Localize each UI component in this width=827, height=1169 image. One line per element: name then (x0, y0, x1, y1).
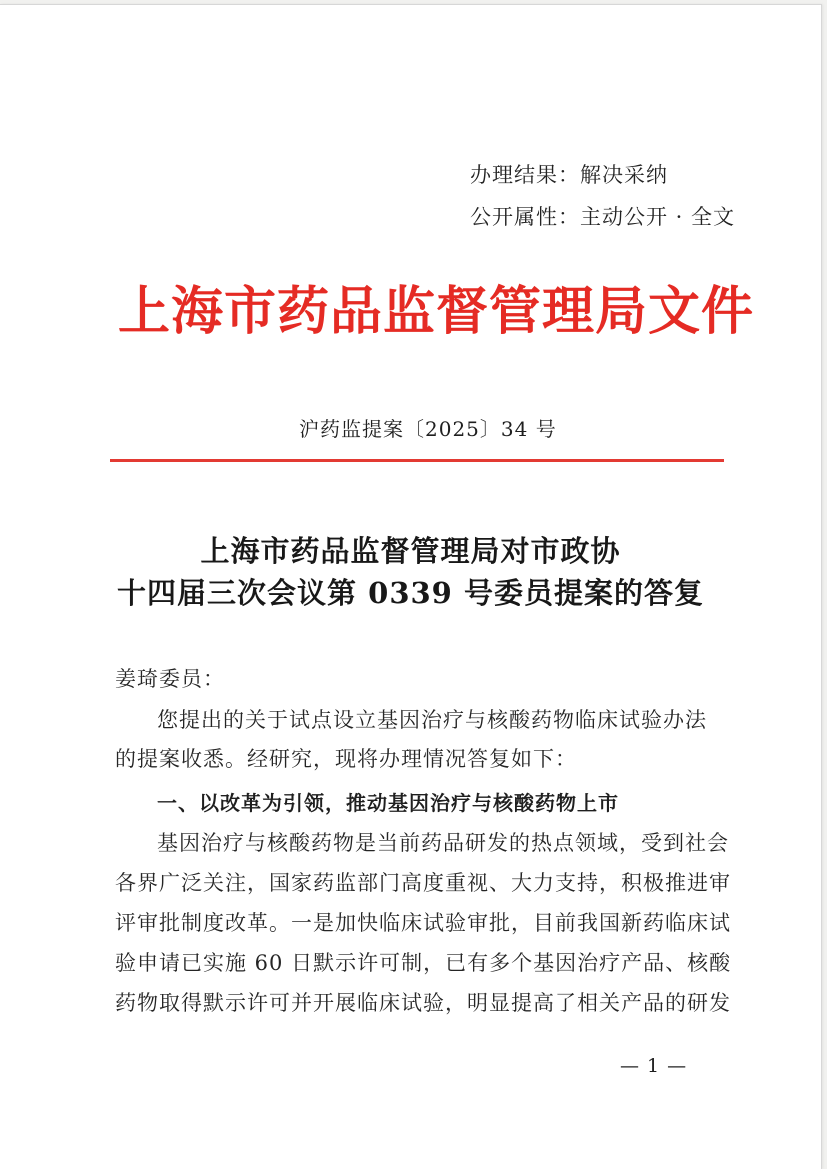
paragraph-1-line-1: 您提出的关于试点设立基因治疗与核酸药物临床试验办法 (157, 708, 707, 732)
paragraph-2-line-4: 验申请已实施 60 日默示许可制，已有多个基因治疗产品、核酸 (115, 951, 732, 975)
document-page (0, 4, 822, 1169)
reply-title-line-2: 十四届三次会议第 0339 号委员提案的答复 (117, 576, 704, 610)
reply-title-line-1: 上海市药品监督管理局对市政协 (200, 534, 621, 568)
document-number: 沪药监提案〔2025〕34 号 (299, 417, 557, 441)
red-divider (110, 459, 724, 462)
processing-result-text: 办理结果：解决采纳 (470, 163, 668, 187)
paragraph-2-line-5: 药物取得默示许可并开展临床试验，明显提高了相关产品的研发 (115, 991, 731, 1015)
paragraph-2-line-2: 各界广泛关注，国家药监部门高度重视、大力支持，积极推进审 (115, 871, 731, 895)
section-1-heading: 一、以改革为引领，推动基因治疗与核酸药物上市 (157, 791, 619, 815)
agency-file-title: 上海市药品监督管理局文件 (118, 281, 755, 342)
page-number: — 1 — (620, 1055, 688, 1077)
paragraph-1-line-2: 的提案收悉。经研究，现将办理情况答复如下： (115, 747, 577, 771)
disclosure-attribute-text: 公开属性：主动公开 · 全文 (470, 205, 736, 229)
paragraph-2-line-1: 基因治疗与核酸药物是当前药品研发的热点领域，受到社会 (157, 831, 729, 855)
salutation: 姜琦委员： (115, 667, 225, 691)
paragraph-2-line-3: 评审批制度改革。一是加快临床试验审批，目前我国新药临床试 (115, 911, 731, 935)
